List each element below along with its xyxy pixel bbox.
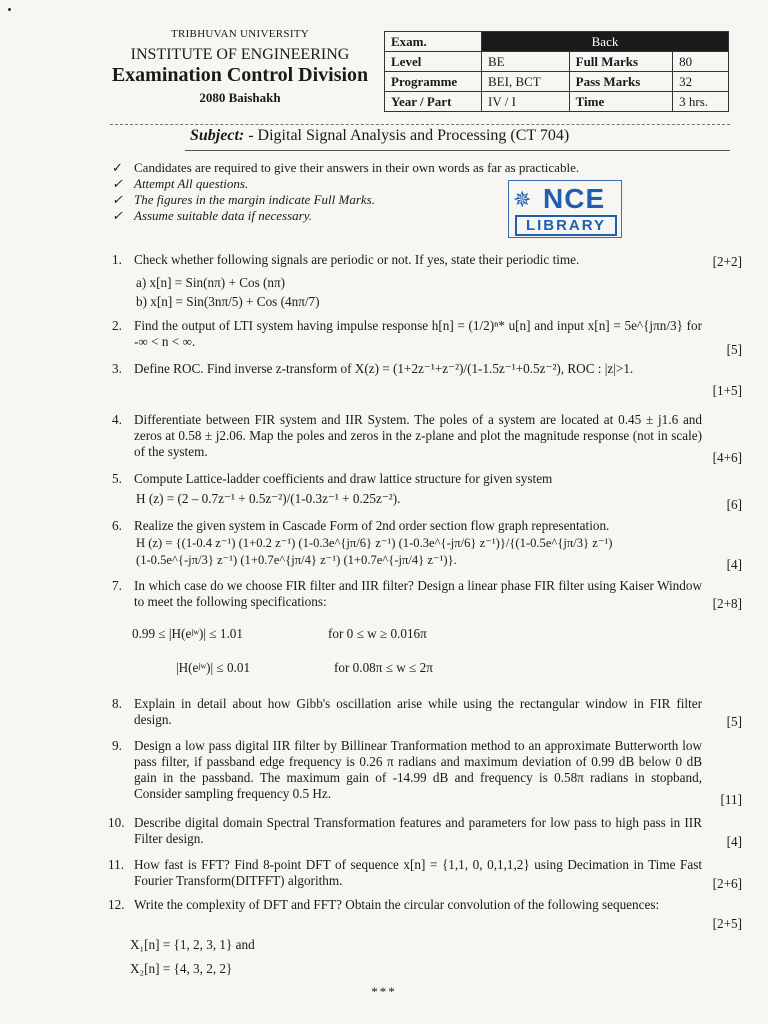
exam-key: Exam. xyxy=(385,32,482,52)
scan-speck xyxy=(8,8,11,11)
question: 4. Differentiate between FIR system and IIR System. The poles of a system are located at 0.45 ± j1.6 and zeros at 0.58 ± j2.06. Map the poles and zeros in the z-plane and plot the magnitude response (not in scale) of the system. xyxy=(112,412,702,459)
subject-name: - Digital Signal Analysis and Processing (CT 704) xyxy=(244,127,570,144)
exam-year: 2080 Baishakh xyxy=(199,90,281,105)
question: 5. Compute Lattice-ladder coefficients and draw lattice structure for given system xyxy=(112,471,553,486)
question: 3. Define ROC. Find inverse z-transform of X(z) = (1+2z⁻¹+z⁻²)/(1-1.5z⁻¹+0.5z⁻²), ROC : |z|>1. xyxy=(112,361,634,376)
question: 8. Explain in detail about how Gibb's oscillation arise while using the rectangular window in FIR filter design. xyxy=(112,696,702,727)
pass-marks-value: 32 xyxy=(673,72,729,92)
question: 1. Check whether following signals are periodic or not. If yes, state their periodic time. xyxy=(112,252,580,267)
programme-value: BEI, BCT xyxy=(482,72,570,92)
year-part-value: IV / I xyxy=(482,92,570,112)
question-part: b) x[n] = Sin(3nπ/5) + Cos (4nπ/7) xyxy=(136,294,320,309)
instruction-item: ✓ The figures in the margin indicate Full Marks. xyxy=(112,192,375,207)
spec-condition: for 0.08π ≤ w ≤ 2π xyxy=(334,660,433,675)
question-marks: [6] xyxy=(726,497,742,512)
sequence: X₂[n] = {4, 3, 2, 2} xyxy=(130,961,233,976)
question: 12. Write the complexity of DFT and FFT? Obtain the circular convolution of the following sequences: xyxy=(108,897,660,912)
programme-key: Programme xyxy=(385,72,482,92)
question-marks: [4+6] xyxy=(712,450,742,465)
instruction-item: ✓ Attempt All questions. xyxy=(112,176,249,191)
instruction-item: ✓ Assume suitable data if necessary. xyxy=(112,208,313,223)
stamp-bottom-text: LIBRARY xyxy=(515,215,617,236)
question: 7. In which case do we choose FIR filter and IIR filter? Design a linear phase FIR filter using Kaiser Window to meet the following specifications: xyxy=(112,578,702,609)
question-marks: [5] xyxy=(726,714,742,729)
exam-info-table xyxy=(384,31,729,112)
year-part-key: Year / Part xyxy=(385,92,482,112)
question: 9. Design a low pass digital IIR filter by Billinear Tranformation method to an approximate Butterworth low pass filter, if passband edge frequency is 0.26 π radians and maximum deviation of 0.99 dB below 0 dB gain in the passband. The maximum gain of -14.99 dB and frequency is 0.58π radians in stopband, Consider sampling frequency 0.5 Hz. xyxy=(112,738,702,801)
subject-label: Subject: xyxy=(190,127,245,144)
spec-inequality: |H(eʲʷ)| ≤ 0.01 xyxy=(176,660,251,675)
divider xyxy=(185,150,730,151)
university-name: TRIBHUVAN UNIVERSITY xyxy=(170,28,310,40)
question-equation: H (z) = (2 – 0.7z⁻¹ + 0.5z⁻²)/(1-0.3z⁻¹ + 0.25z⁻²). xyxy=(136,491,401,506)
question-marks: [11] xyxy=(720,792,742,807)
question: 6. Realize the given system in Cascade Form of 2nd order section flow graph representation. xyxy=(112,518,610,533)
question-marks: [4] xyxy=(726,834,742,849)
pass-marks-key: Pass Marks xyxy=(569,72,673,92)
check-icon: ✓ xyxy=(112,208,123,223)
library-stamp xyxy=(508,180,622,238)
question-equation: (1-0.5e^{-jπ/3} z⁻¹) (1+0.7e^{jπ/4} z⁻¹) (1+0.7e^{-jπ/4} z⁻¹)}. xyxy=(136,553,457,567)
exam-value: Back xyxy=(482,32,729,52)
subject-line xyxy=(190,127,569,145)
spec-inequality: 0.99 ≤ |H(eʲʷ)| ≤ 1.01 xyxy=(132,626,243,641)
question-part: a) x[n] = Sin(nπ) + Cos (nπ) xyxy=(136,275,286,290)
time-key: Time xyxy=(569,92,673,112)
division-name: Examination Control Division xyxy=(111,64,369,86)
question-marks: [2+8] xyxy=(712,596,742,611)
question-marks: [5] xyxy=(726,342,742,357)
divider xyxy=(110,124,730,125)
check-icon: ✓ xyxy=(112,192,123,207)
spec-condition: for 0 ≤ w ≥ 0.016π xyxy=(328,626,427,641)
level-key: Level xyxy=(385,52,482,72)
footer-mark: *** xyxy=(371,984,397,999)
check-icon: ✓ xyxy=(112,160,123,175)
question-equation: H (z) = {(1-0.4 z⁻¹) (1+0.2 z⁻¹) (1-0.3e^{jπ/6} z⁻¹) (1-0.3e^{-jπ/6} z⁻¹)}/{(1-0.5e^{jπ/3} z⁻¹) xyxy=(136,536,613,550)
question-marks: [1+5] xyxy=(712,383,742,398)
check-icon: ✓ xyxy=(112,176,123,191)
question: 11. How fast is FFT? Find 8-point DFT of sequence x[n] = {1,1, 0, 0,1,1,2} using Decimation in Time Fast Fourier Transform(DITFFT) algorithm. xyxy=(108,857,702,888)
time-value: 3 hrs. xyxy=(673,92,729,112)
question-marks: [4] xyxy=(726,557,742,572)
full-marks-key: Full Marks xyxy=(569,52,673,72)
instruction-item: ✓ Candidates are required to give their answers in their own words as far as practicable. xyxy=(112,160,580,175)
institute-name: INSTITUTE OF ENGINEERING xyxy=(130,46,350,63)
question-marks: [2+5] xyxy=(712,916,742,931)
stamp-emblem-icon: ✵ xyxy=(513,187,532,212)
question-marks: [2+6] xyxy=(712,876,742,891)
question: 2. Find the output of LTI system having impulse response h[n] = (1/2)ⁿ* u[n] and input x[n] = 5e^{jπn/3} for -∞ < n < ∞. xyxy=(112,318,702,349)
sequence: X₁[n] = {1, 2, 3, 1} and xyxy=(130,937,255,952)
question: 10. Describe digital domain Spectral Transformation features and parameters for low pass to high pass in IIR Filter design. xyxy=(108,815,702,846)
level-value: BE xyxy=(482,52,570,72)
question-marks: [2+2] xyxy=(712,254,742,269)
full-marks-value: 80 xyxy=(673,52,729,72)
stamp-top-text: NCE xyxy=(543,183,606,214)
